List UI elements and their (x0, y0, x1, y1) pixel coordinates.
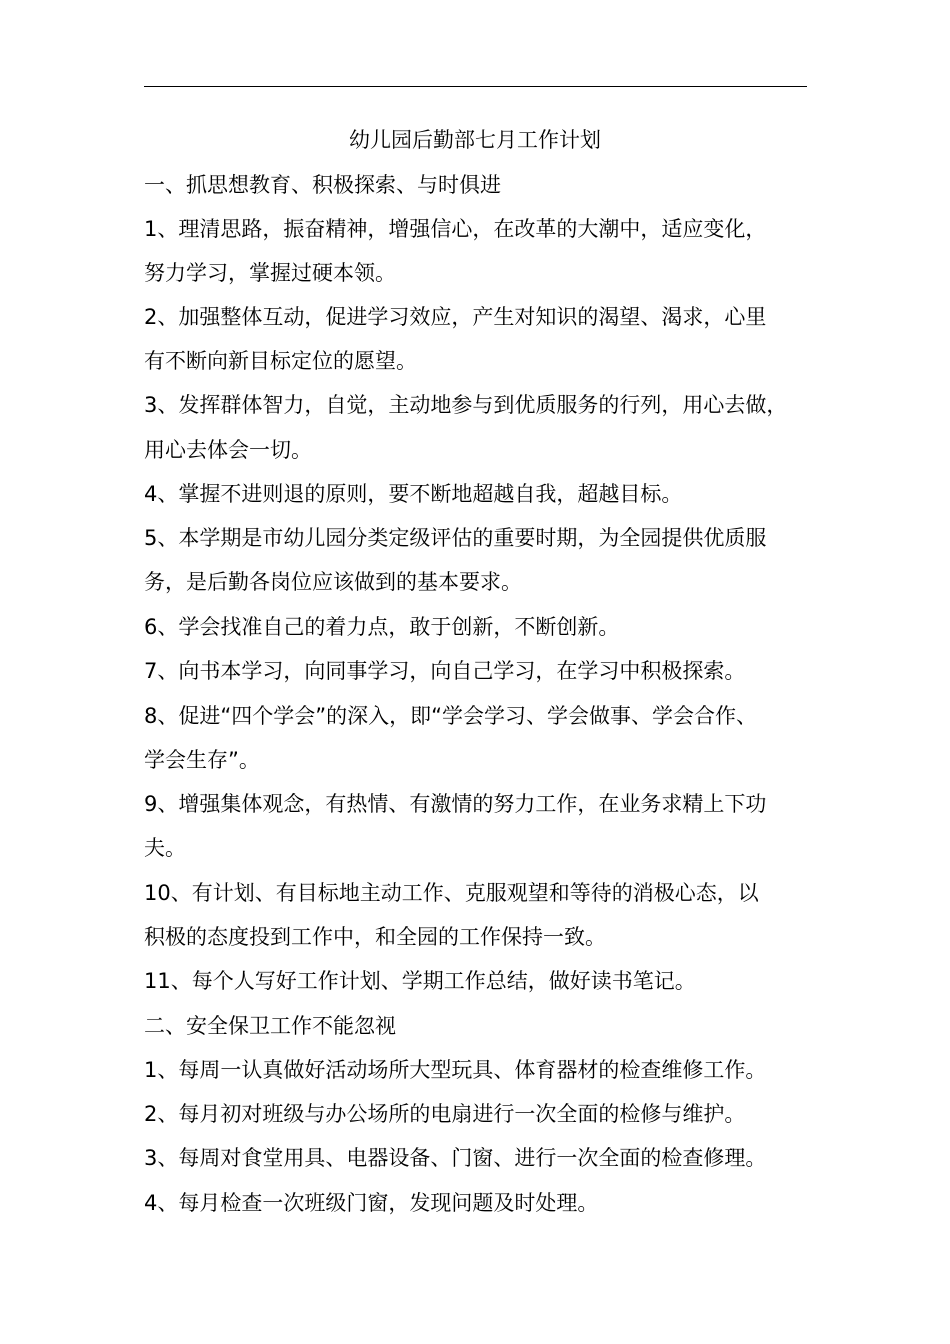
paragraph-line: 9、增强集体观念，有热情、有激情的努力工作，在业务求精上下功 (144, 792, 767, 816)
paragraph-line: 1、每周一认真做好活动场所大型玩具、体育器材的检查维修工作。 (144, 1058, 767, 1082)
paragraph-line: 1、理清思路，振奋精神，增强信心，在改革的大潮中，适应变化， (144, 217, 767, 241)
paragraph-line: 3、每周对食堂用具、电器设备、门窗、进行一次全面的检查修理。 (144, 1146, 767, 1170)
header-rule (144, 86, 807, 87)
paragraph-line: 7、向书本学习，向同事学习，向自己学习，在学习中积极探索。 (144, 659, 746, 683)
paragraph-line: 学会生存”。 (144, 748, 260, 772)
paragraph-line: 用心去体会一切。 (144, 438, 312, 462)
paragraph-line: 8、促进“四个学会”的深入，即“学会学习、学会做事、学会合作、 (144, 704, 757, 728)
paragraph-line: 务，是后勤各岗位应该做到的基本要求。 (144, 570, 522, 594)
paragraph-line: 努力学习，掌握过硬本领。 (144, 261, 396, 285)
paragraph-line: 4、每月检查一次班级门窗，发现问题及时处理。 (144, 1191, 599, 1215)
paragraph-line: 积极的态度投到工作中，和全园的工作保持一致。 (144, 925, 606, 949)
section-heading-1: 一、抓思想教育、积极探索、与时俱进 (144, 173, 501, 197)
paragraph-line: 6、学会找准自己的着力点，敢于创新，不断创新。 (144, 615, 620, 639)
paragraph-line: 4、掌握不进则退的原则，要不断地超越自我，超越目标。 (144, 482, 683, 506)
paragraph-line: 11、每个人写好工作计划、学期工作总结，做好读书笔记。 (144, 969, 696, 993)
paragraph-line: 夫。 (144, 836, 186, 860)
paragraph-line: 3、发挥群体智力，自觉，主动地参与到优质服务的行列，用心去做， (144, 393, 788, 417)
paragraph-line: 2、每月初对班级与办公场所的电扇进行一次全面的检修与维护。 (144, 1102, 746, 1126)
paragraph-line: 5、本学期是市幼儿园分类定级评估的重要时期，为全园提供优质服 (144, 526, 767, 550)
paragraph-line: 10、有计划、有目标地主动工作、克服观望和等待的消极心态，以 (144, 881, 759, 905)
paragraph-line: 2、加强整体互动，促进学习效应，产生对知识的渴望、渴求，心里 (144, 305, 767, 329)
paragraph-line: 有不断向新目标定位的愿望。 (144, 349, 417, 373)
section-heading-2: 二、安全保卫工作不能忽视 (144, 1014, 396, 1038)
document-title: 幼儿园后勤部七月工作计划 (349, 128, 601, 152)
